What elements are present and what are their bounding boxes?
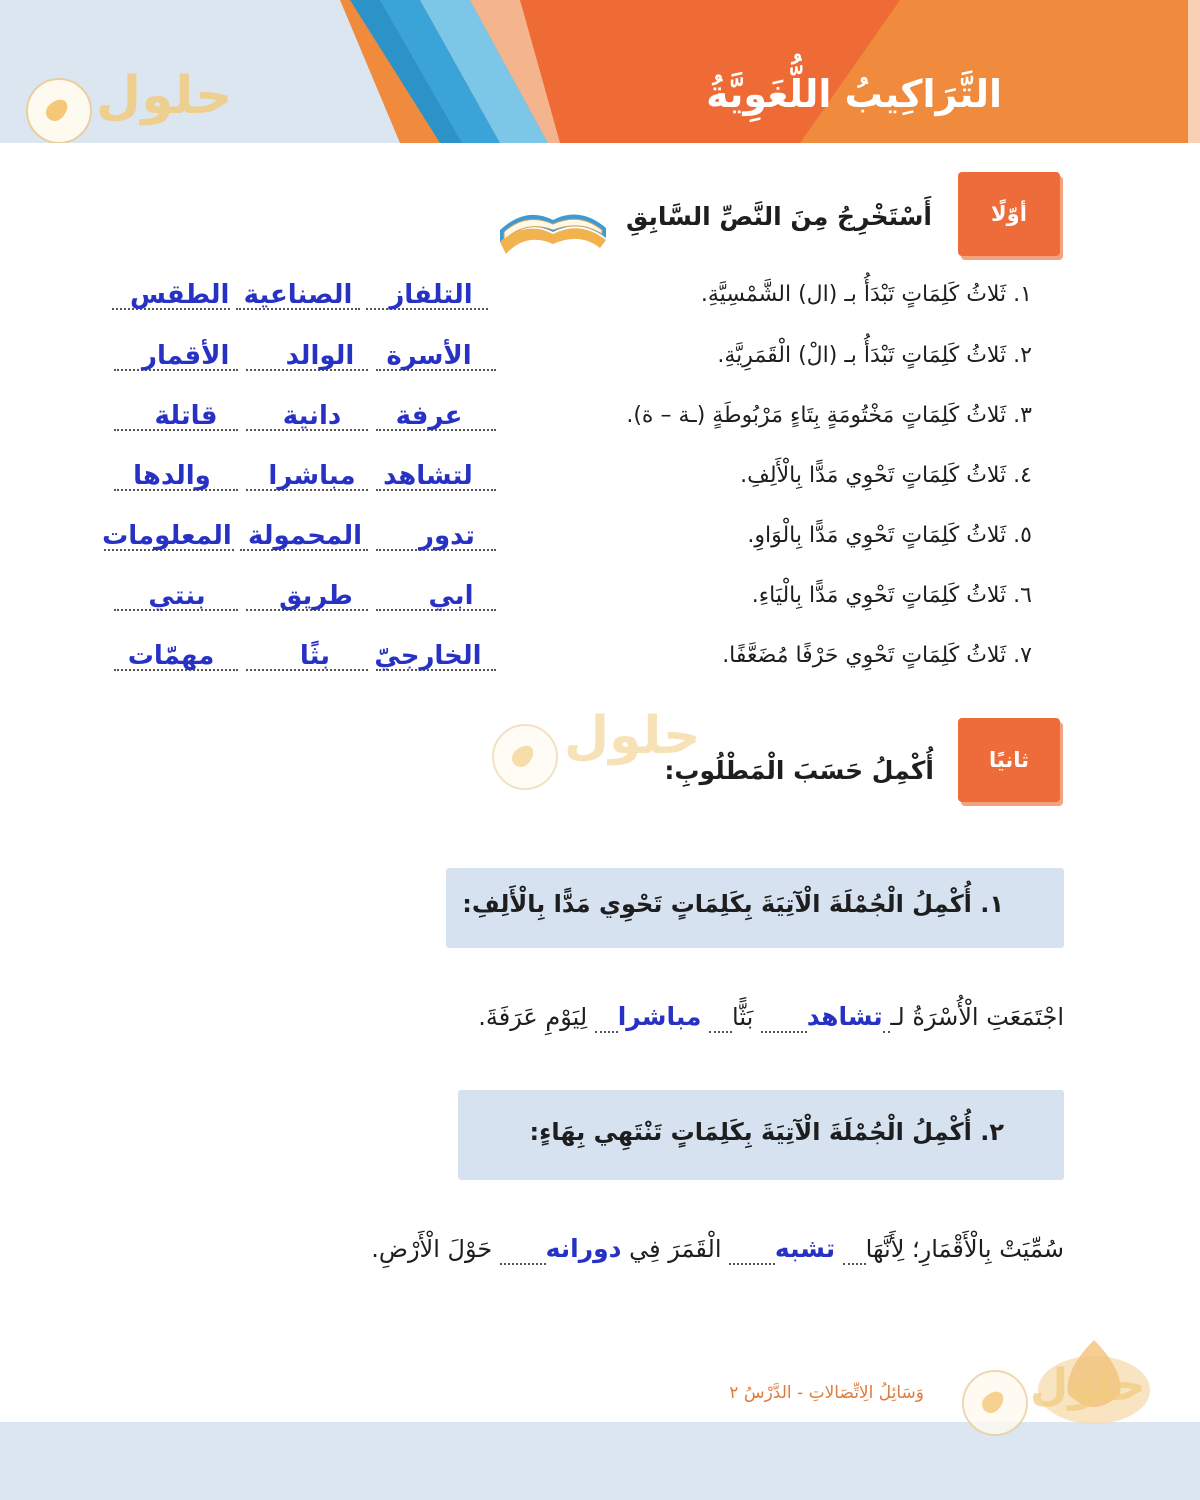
answer-2-2: الوالد: [285, 341, 355, 371]
answer-6-2: طريق: [279, 581, 353, 611]
answer-line: [761, 1003, 807, 1033]
answer-3-3: قاتلة: [154, 401, 218, 431]
answer-line: [709, 1003, 732, 1033]
sentence-text: اجْتَمَعَتِ الْأُسْرَةُ لـ: [890, 1003, 1064, 1031]
task2-fill-1: تشبه: [774, 1234, 836, 1263]
watermark-drop-icon: [42, 95, 72, 125]
answer-5-1: تدور: [419, 521, 475, 551]
answer-7-1: الخارجيّ: [374, 641, 482, 671]
sentence-text: سُمِّيَتْ بِالْأَقْمَارِ؛ لِأَنَّهَا: [865, 1235, 1064, 1263]
answer-5-3: المعلومات: [102, 521, 232, 551]
page-title: التَّرَاكِيبُ اللُّغَوِيَّةُ: [706, 72, 1002, 116]
watermark-text: حلول: [1030, 1360, 1146, 1411]
answer-1-3: الطقس: [130, 280, 230, 310]
watermark-drop-icon: [978, 1387, 1008, 1417]
answer-line: [843, 1235, 866, 1265]
question-4: ٤. ثَلاثُ كَلِمَاتٍ تَحْوِي مَدًّا بِالْأَلِفِ.: [740, 463, 1032, 488]
question-6: ٦. ثَلاثُ كَلِمَاتٍ تَحْوِي مَدًّا بِالْيَاءِ.: [751, 583, 1032, 608]
answer-line: [595, 1003, 618, 1033]
answer-2-1: الأسرة: [386, 341, 472, 371]
question-7: ٧. ثَلاثُ كَلِمَاتٍ تَحْوِي حَرْفًا مُضَعَّفًا.: [722, 643, 1032, 668]
page-footer: [0, 1422, 1200, 1500]
answer-2-3: الأقمار: [142, 341, 230, 371]
watermark-logo-circle: [962, 1370, 1028, 1436]
sentence-text: حَوْلَ الْأَرْضِ.: [371, 1235, 493, 1263]
task2-sentence: [371, 1234, 1064, 1263]
answer-1-2: الصناعية: [243, 280, 353, 310]
task1-fill-1: تشاهد: [806, 1002, 883, 1031]
answer-4-2: مباشرا: [268, 461, 356, 491]
task2-fill-2: دورانه: [545, 1234, 622, 1263]
answer-3-1: عرفة: [395, 401, 463, 431]
answer-7-3: مهمّات: [127, 641, 215, 671]
watermark-logo-circle: [492, 724, 558, 790]
answer-line: [729, 1235, 775, 1265]
answer-6-3: بنتي: [148, 581, 206, 611]
footer-lesson-label: وَسَائِلُ الِاتِّصَالاتِ - الدَّرْسُ ٢: [729, 1383, 924, 1403]
task1-fill-2: مباشرا: [617, 1002, 702, 1031]
answer-3-2: دانية: [282, 401, 342, 431]
page-header: [0, 0, 1200, 143]
answer-6-1: ابي: [428, 581, 474, 611]
sentence-text: بَثًّا: [732, 1003, 754, 1031]
answer-4-3: والدها: [133, 461, 211, 491]
answer-4-1: لتشاهد: [383, 461, 473, 491]
question-2: ٢. ثَلاثُ كَلِمَاتٍ تَبْدَأُ بـ (الْ) الْقَمَرِيَّةِ.: [717, 343, 1032, 368]
question-1: ١. ثَلاثُ كَلِمَاتٍ تَبْدَأُ بـ (ال) الشَّمْسِيَّةِ.: [700, 282, 1032, 307]
answer-1-1: التلفاز: [389, 280, 473, 310]
task1-sentence: [478, 1002, 1064, 1031]
answer-5-2: المحمولة: [247, 521, 363, 551]
question-3: ٣. ثَلاثُ كَلِمَاتٍ مَخْتُومَةٍ بِتَاءٍ مَرْبُوطَةٍ (ـة – ة).: [626, 403, 1032, 428]
section2-tag: ثانيًا: [958, 718, 1060, 802]
section1-tag: أوّلًا: [958, 172, 1060, 256]
open-book-icon: [496, 198, 610, 262]
answer-7-2: بثًا: [299, 641, 331, 671]
watermark-text: حلول: [564, 706, 701, 766]
answer-line: [500, 1235, 546, 1265]
section2-title: أُكْمِلُ حَسَبَ الْمَطْلُوبِ:: [664, 756, 934, 785]
sentence-text: الْقَمَرَ فِي: [629, 1235, 722, 1263]
question-5: ٥. ثَلاثُ كَلِمَاتٍ تَحْوِي مَدًّا بِالْوَاوِ.: [747, 523, 1032, 548]
watermark-drop-icon: [508, 741, 538, 771]
task2-instruction: ٢. أُكْمِلُ الْجُمْلَةَ الْآتِيَةَ بِكَلِمَاتٍ تَنْتَهِي بِهَاءٍ:: [529, 1118, 1004, 1146]
sentence-text: لِيَوْمِ عَرَفَةَ.: [478, 1003, 588, 1031]
section1-title: أَسْتَخْرِجُ مِنَ النَّصِّ السَّابِقِ: [625, 202, 932, 231]
watermark-logo-circle: [26, 78, 92, 143]
task1-instruction: ١. أُكْمِلُ الْجُمْلَةَ الْآتِيَةَ بِكَلِمَاتٍ تَحْوِي مَدًّا بِالْأَلِفِ:: [462, 890, 1004, 918]
watermark-text: حلول: [96, 66, 233, 126]
